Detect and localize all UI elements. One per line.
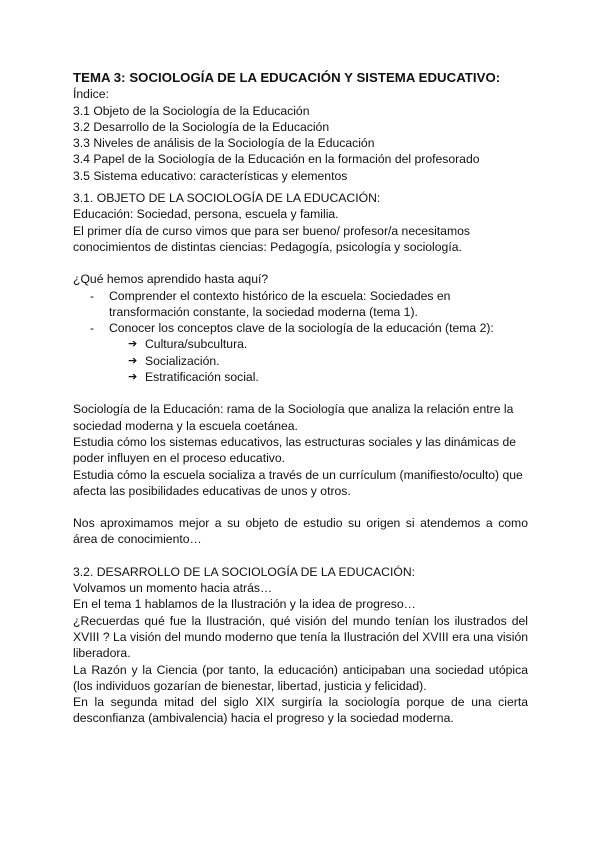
index-item-3-4: 3.4 Papel de la Sociología de la Educación en la formación del profesorado <box>73 152 480 167</box>
document-title: TEMA 3: SOCIOLOGÍA DE LA EDUCACIÓN Y SISTEMA EDUCATIVO: <box>73 70 501 85</box>
learned-list-item-text: Comprender el contexto histórico de la escuela: Sociedades en transformación constante, la sociedad moderna (tema 1). <box>109 288 451 319</box>
concepts-sublist-item-text: Cultura/subcultura. <box>145 337 248 352</box>
arrow-right-icon: ➔ <box>128 338 138 351</box>
section-3-2-line-4: La Razón y la Ciencia (por tanto, la educación) anticipaban una sociedad utópica (los individuos gozarían de bienestar, libertad, justicia y felicidad). <box>73 662 528 693</box>
document-page <box>73 70 528 727</box>
dash-bullet-icon: - <box>90 321 95 336</box>
concepts-sublist-item <box>73 369 528 385</box>
concepts-sublist-item-text: Socialización. <box>145 353 220 368</box>
section-3-1 <box>73 190 528 548</box>
concepts-sublist-item <box>73 336 528 352</box>
section-3-1-line-2: El primer día de curso vimos que para ser bueno/ profesor/a necesitamos conocimientos de distintas ciencias: Pedagogía, psicología y sociología. <box>73 223 470 254</box>
index-heading: Índice: <box>73 87 109 102</box>
concepts-sublist-item <box>73 353 528 369</box>
section-3-1-question: ¿Qué hemos aprendido hasta aquí? <box>73 272 269 287</box>
section-3-2-line-5: En la segunda mitad del siglo XIX surgiría la sociología porque de una cierta desconfianza (ambivalencia) hacia el progreso y la sociedad moderna. <box>73 695 528 726</box>
learned-list-item <box>73 288 528 321</box>
concepts-sublist-item-text: Estratificación social. <box>145 370 259 385</box>
section-3-2-heading: 3.2. DESARROLLO DE LA SOCIOLOGÍA DE LA EDUCACIÓN: <box>73 564 416 579</box>
arrow-right-icon: ➔ <box>128 354 138 367</box>
index-item-3-3: 3.3 Niveles de análisis de la Sociología de la Educación <box>73 136 375 151</box>
index-item-3-1: 3.1 Objeto de la Sociología de la Educación <box>73 103 310 118</box>
section-3-1-heading: 3.1. OBJETO DE LA SOCIOLOGÍA DE LA EDUCACIÓN: <box>73 191 381 206</box>
learned-list-item <box>73 320 528 385</box>
index-item-3-2: 3.2 Desarrollo de la Sociología de la Educación <box>73 119 330 134</box>
section-3-2 <box>73 564 528 727</box>
concepts-sublist <box>73 336 528 385</box>
section-3-2-line-2: En el tema 1 hablamos de la Ilustración y la idea de progreso… <box>73 597 416 612</box>
definition-paragraph-1: Sociología de la Educación: rama de la Sociología que analiza la relación entre la sociedad moderna y la escuela coetánea. <box>73 402 514 433</box>
arrow-right-icon: ➔ <box>128 371 138 384</box>
section-3-1-closing: Nos aproximamos mejor a su objeto de estudio su origen si atendemos a como área de conocimiento… <box>73 516 528 547</box>
definition-paragraph-3: Estudia cómo la escuela socializa a través de un currículum (manifiesto/oculto) que afecta las posibilidades educativas de unos y otros. <box>73 467 523 498</box>
section-3-1-line-1: Educación: Sociedad, persona, escuela y familia. <box>73 207 339 222</box>
learned-list <box>73 288 528 386</box>
index-section <box>73 86 528 184</box>
section-3-2-line-1: Volvamos un momento hacia atrás… <box>73 581 273 596</box>
section-3-2-line-3: ¿Recuerdas qué fue la Ilustración, qué visión del mundo tenían los ilustrados del XVIII ? La visión del mundo moderno que tenía la Ilustración del XVIII era una visión liberadora. <box>73 613 528 661</box>
definition-paragraph-2: Estudia cómo los sistemas educativos, las estructuras sociales y las dinámicas de poder influyen en el proceso educativo. <box>73 434 517 466</box>
index-item-3-5: 3.5 Sistema educativo: características y elementos <box>73 168 348 183</box>
learned-list-item-text: Conocer los conceptos clave de la sociología de la educación (tema 2): <box>109 321 494 336</box>
dash-bullet-icon: - <box>90 288 95 303</box>
